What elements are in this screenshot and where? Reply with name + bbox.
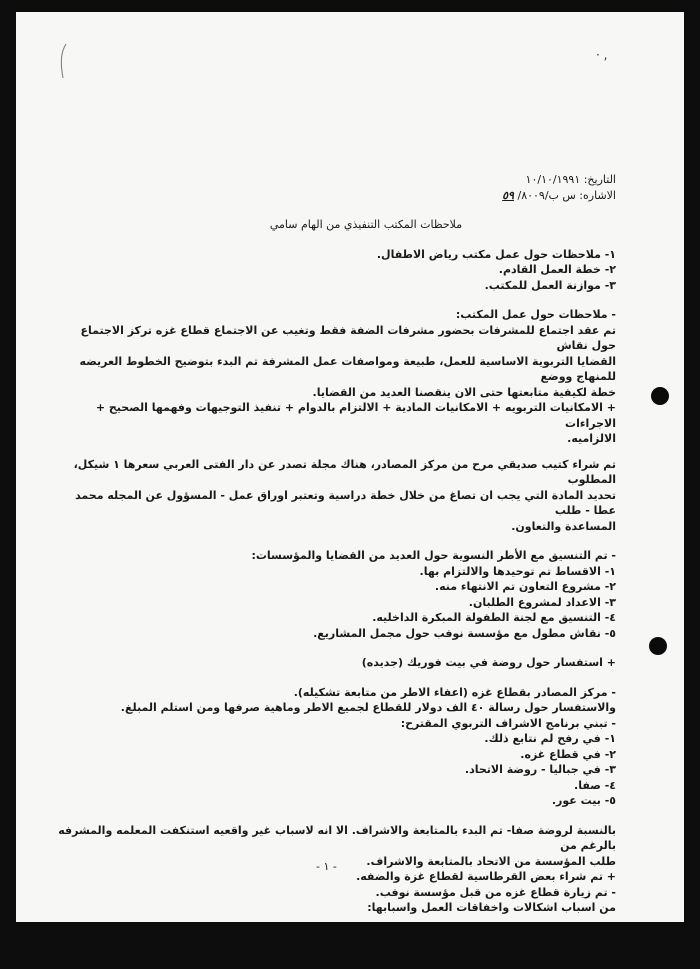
- paragraph-line: الالزاميه.: [567, 432, 616, 445]
- list-item: ٤- صفا.: [574, 778, 616, 792]
- date-line: التاريخ: ١٠/١٠/١٩٩١: [525, 173, 616, 186]
- letter-body: [56, 172, 616, 916]
- paragraph-line: - مركز المصادر بقطاع غزه (اعفاء الاطر من متابعة تشكيله).: [293, 685, 616, 699]
- list-item: ٢- مشروع التعاون تم الانتهاء منه.: [434, 580, 616, 593]
- reference-text: الاشاره: س ب/٨٠٠٩/: [517, 188, 616, 202]
- punch-hole-top: [651, 387, 669, 405]
- list-item: ٥- بيت عور.: [551, 794, 616, 807]
- agenda-item: ٣- موازنة العمل للمكتب.: [484, 278, 616, 292]
- pen-mark: [58, 42, 72, 82]
- list-item: ٣- في جباليا - روضة الاتحاد.: [464, 763, 616, 776]
- paragraph-line: تم عقد اجتماع للمشرفات بحضور مشرفات الضفة فقط وتغيب عن الاجتماع قطاع غزه تركز الاجتماع حول نقاش: [80, 323, 616, 352]
- list-item: ٥- نقاش مطول مع مؤسسة نوفب حول مجمل المشاريع.: [313, 626, 616, 640]
- paragraph-line: - تم زيارة قطاع غزه من قبل مؤسسة نوفب.: [375, 885, 616, 899]
- list-item: ١- الاقساط تم توحيدها والالتزام بها.: [419, 564, 616, 578]
- section-heading: - ملاحظات حول عمل المكتب:: [455, 308, 616, 321]
- list-item: ١- في رفح لم نتابع ذلك.: [484, 732, 616, 745]
- speck-marks: · ,: [596, 48, 608, 62]
- reference-line: [56, 188, 616, 204]
- paragraph-line: تم شراء كتيب صديقي مرح من مركز المصادر، هناك مجلة تصدر عن دار الفتى العربي سعرها ١ شيكل، المطلوب: [73, 457, 616, 486]
- list-item: ٤- التنسيق مع لجنة الطفولة المبكرة الداخليه.: [372, 611, 616, 624]
- paragraph-line: + تم شراء بعض القرطاسية لقطاع غزة والضفه.: [356, 870, 616, 883]
- paragraph-line: والاستفسار حول رسالة ٤٠ الف دولار للقطاع لجميع الاطر وماهية صرفها ومن استلم المبلغ.: [120, 701, 616, 714]
- paragraph-line: خطة لكيفية متابعتها حتى الان ينقصنا العديد من القضايا.: [312, 385, 616, 399]
- paragraph-line: من اسباب اشكالات واخفاقات العمل واسبابها:: [367, 901, 616, 914]
- paragraph-line: + الامكانيات التربويه + الامكانيات المادية + الالتزام بالدوام + تنفيذ التوجيهات وفهمها الصحيح + الاجراءات: [95, 401, 616, 430]
- reference-handwritten: ٥٩: [502, 188, 514, 202]
- page-number: - ١ -: [316, 860, 337, 873]
- agenda-item: ١- ملاحظات حول عمل مكتب رياض الاطفال.: [376, 247, 616, 261]
- paragraph-line: المساعدة والتعاون.: [511, 519, 616, 533]
- agenda-item: ٢- خطة العمل القادم.: [498, 263, 616, 276]
- list-item: ٢- في قطاع غزه.: [520, 747, 616, 761]
- paragraph-line: طلب المؤسسة من الاتحاد بالمتابعة والاشراف.: [366, 854, 616, 868]
- inquiry-line: + استفسار حول روضة في بيت فوريك (جديده): [361, 656, 616, 669]
- paragraph-line: - تبني برنامج الاشراف التربوي المقترح:: [400, 716, 616, 730]
- list-item: ٣- الاعداد لمشروع الطلبان.: [468, 595, 616, 609]
- paragraph-line: القضايا التربوية الاساسية للعمل، طبيعة ومواصفات عمل المشرفة تم البدء بتوضيح الخطوط العريضه للمنهاج ووضع: [79, 354, 616, 383]
- punch-hole-bottom: [649, 637, 667, 655]
- paragraph-line: تحديد المادة التي يجب ان تصاغ من خلال خطة دراسية وتعتبر اوراق عمل - المسؤول عن المجله محمد عطا - طلب: [75, 488, 616, 517]
- section-heading: - تم التنسيق مع الأطر النسوية حول العديد من القضايا والمؤسسات:: [251, 549, 616, 562]
- document-title: ملاحظات المكتب التنفيذي من الهام سامي: [269, 218, 463, 231]
- document-page: [16, 12, 684, 922]
- paragraph-line: بالنسبة لروضة صفا- تم البدء بالمتابعة والاشراف. الا انه لاسباب غير واقعيه استنكفت المعلمه والمشرفه بالرغم من: [58, 823, 616, 852]
